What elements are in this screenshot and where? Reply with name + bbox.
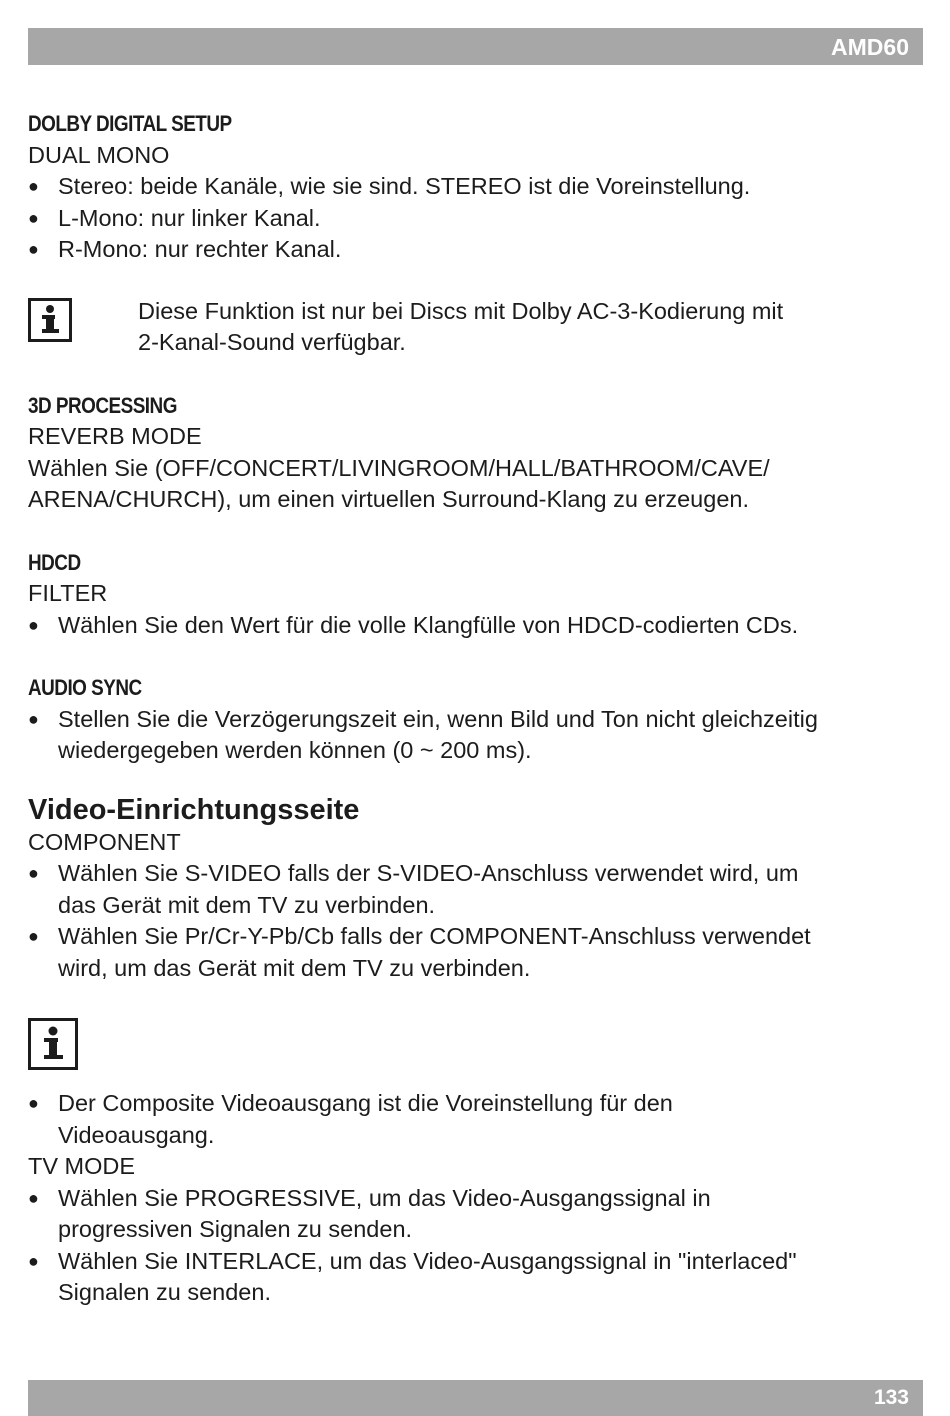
- tvmode-label: TV MODE: [28, 1153, 136, 1179]
- hdcd-subheading: FILTER: [28, 580, 108, 606]
- bullet-icon: ●: [28, 1093, 39, 1113]
- page-number: 133: [873, 1386, 909, 1409]
- section-title: Video-Einrichtungsseite: [28, 793, 360, 826]
- list-item: ● Der Composite Videoausgang ist die Voreinstellung für den Videoausgang.: [28, 1090, 673, 1148]
- dolby-heading: DOLBY DIGITAL SETUP: [28, 111, 232, 136]
- list-item: ● Wählen Sie S-VIDEO falls der S-VIDEO-Anschluss verwendet wird, um das Gerät mit dem TV zu verbinden.: [28, 860, 799, 918]
- list-item: ● L-Mono: nur linker Kanal.: [28, 203, 923, 235]
- bullet-icon: ●: [28, 239, 39, 259]
- processing-subheading: REVERB MODE: [28, 423, 202, 449]
- audio-sync-heading: AUDIO SYNC: [28, 675, 142, 700]
- list-item: ● Stereo: beide Kanäle, wie sie sind. STEREO ist die Voreinstellung.: [28, 171, 923, 203]
- list-item: ● Wählen Sie Pr/Cr-Y-Pb/Cb falls der COMPONENT-Anschluss verwendet wird, um das Gerät mit dem TV zu verbinden.: [28, 923, 811, 981]
- list-item: ● Wählen Sie PROGRESSIVE, um das Video-Ausgangssignal in progressiven Signalen zu senden.: [28, 1184, 711, 1242]
- bullet-icon: ●: [28, 614, 39, 635]
- video-note: [28, 1016, 923, 1076]
- page-content: [28, 108, 923, 1309]
- info-icon: [28, 1018, 78, 1070]
- footer-bar: [28, 1380, 923, 1416]
- bullet-icon: ●: [28, 176, 39, 196]
- bullet-icon: ●: [28, 1187, 39, 1208]
- processing-text: ARENA/CHURCH), um einen virtuellen Surround-Klang zu erzeugen.: [28, 486, 749, 512]
- list-item: ● R-Mono: nur rechter Kanal.: [28, 234, 923, 266]
- list-item: ● Wählen Sie den Wert für die volle Klangfülle von HDCD-codierten CDs.: [28, 610, 923, 642]
- bullet-icon: ●: [28, 708, 39, 729]
- note-text: Diese Funktion ist nur bei Discs mit Dolby AC-3-Kodierung mit: [138, 297, 784, 324]
- bullet-icon: ●: [28, 1250, 39, 1271]
- dolby-subheading: DUAL MONO: [28, 141, 170, 168]
- list-item: ● Wählen Sie INTERLACE, um das Video-Ausgangssignal in "interlaced" Signalen zu senden.: [28, 1247, 797, 1305]
- hdcd-heading: HDCD: [28, 549, 81, 575]
- component-label: COMPONENT: [28, 828, 181, 855]
- bullet-icon: ●: [28, 863, 39, 883]
- info-icon: [28, 298, 72, 342]
- processing-heading: 3D PROCESSING: [28, 392, 177, 418]
- header-bar: [28, 28, 923, 65]
- dolby-note: [28, 296, 923, 360]
- bullet-icon: ●: [28, 207, 39, 228]
- note-text: 2-Kanal-Sound verfügbar.: [138, 329, 406, 355]
- bullet-icon: ●: [28, 926, 39, 946]
- list-item: ● Stellen Sie die Verzögerungszeit ein, wenn Bild und Ton nicht gleichzeitig wiedergegeben werden können (0 ~ 200 ms).: [28, 705, 818, 763]
- processing-text: Wählen Sie (OFF/CONCERT/LIVINGROOM/HALL/BATHROOM/CAVE/: [28, 454, 770, 481]
- model-name: AMD60: [831, 34, 909, 60]
